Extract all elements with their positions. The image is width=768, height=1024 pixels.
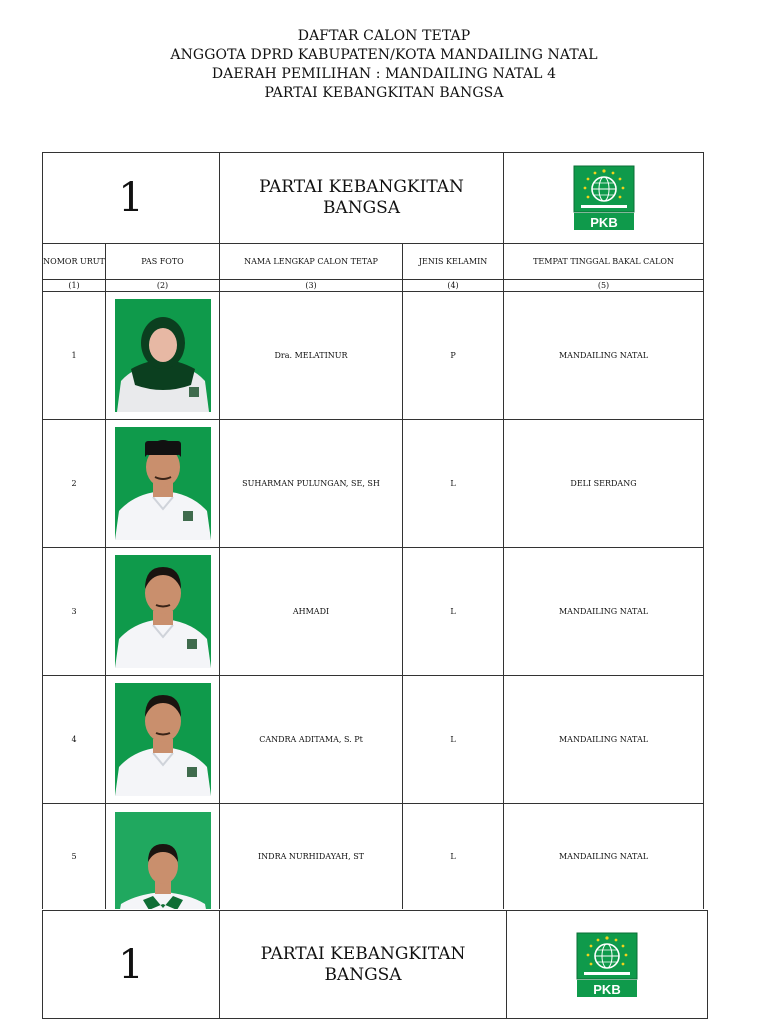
candidate-residence: DELI SERDANG	[504, 420, 704, 548]
person-portrait-icon	[115, 683, 211, 796]
table-row	[43, 548, 704, 676]
candidate-gender: L	[403, 676, 504, 804]
candidate-photo-cell	[106, 676, 220, 804]
col-num-4: (4)	[403, 280, 504, 292]
candidate-gender: L	[403, 420, 504, 548]
col-tempat-tinggal: TEMPAT TINGGAL BAKAL CALON	[504, 244, 704, 280]
candidate-photo	[115, 812, 211, 909]
candidate-gender: P	[403, 292, 504, 420]
pkb-globe-icon	[576, 932, 638, 998]
column-header-row	[43, 244, 704, 280]
party-number: 1	[43, 153, 220, 244]
table-row	[43, 804, 704, 909]
party-name-line-2: BANGSA	[324, 964, 402, 985]
col-nama: NAMA LENGKAP CALON TETAP	[220, 244, 403, 280]
candidate-name: Dra. MELATINUR	[220, 292, 403, 420]
party-name-line-1: PARTAI KEBANGKITAN	[259, 177, 464, 197]
candidate-number: 3	[43, 548, 106, 676]
candidate-residence: MANDAILING NATAL	[504, 804, 704, 909]
col-pas-foto: PAS FOTO	[106, 244, 220, 280]
candidate-name: SUHARMAN PULUNGAN, SE, SH	[220, 420, 403, 548]
party-name-line-2: BANGSA	[322, 198, 401, 218]
candidate-residence: MANDAILING NATAL	[504, 676, 704, 804]
title-line-4: PARTAI KEBANGKITAN BANGSA	[264, 85, 504, 101]
person-portrait-icon	[115, 812, 211, 909]
col-num-5: (5)	[504, 280, 704, 292]
column-number-row	[43, 280, 704, 292]
candidate-photo-cell	[106, 804, 220, 909]
candidate-name: AHMADI	[220, 548, 403, 676]
party-name	[220, 153, 504, 244]
party-logo-cell	[504, 153, 704, 244]
party-header-row	[43, 911, 708, 1019]
candidate-photo-cell	[106, 420, 220, 548]
title-line-3: DAERAH PEMILIHAN : MANDAILING NATAL 4	[211, 66, 557, 82]
candidate-number: 2	[43, 420, 106, 548]
continued-page-table	[42, 910, 708, 1019]
candidate-table	[42, 152, 704, 909]
candidate-number: 4	[43, 676, 106, 804]
table-row	[43, 676, 704, 804]
col-jenis-kelamin: JENIS KELAMIN	[403, 244, 504, 280]
person-portrait-icon	[115, 555, 211, 668]
candidate-photo-cell	[106, 292, 220, 420]
candidate-number: 1	[43, 292, 106, 420]
candidate-photo-cell	[106, 548, 220, 676]
candidate-name: CANDRA ADITAMA, S. Pt	[220, 676, 403, 804]
party-name-line-1: PARTAI KEBANGKITAN	[260, 943, 466, 964]
person-portrait-icon	[115, 299, 211, 412]
candidate-residence: MANDAILING NATAL	[504, 548, 704, 676]
person-portrait-icon	[115, 427, 211, 540]
col-num-2: (2)	[106, 280, 220, 292]
document-title	[0, 27, 768, 103]
logo-text: PKB	[589, 215, 618, 230]
col-num-1: (1)	[43, 280, 106, 292]
candidate-number: 5	[43, 804, 106, 909]
party-logo-cell	[507, 911, 708, 1019]
candidate-name: INDRA NURHIDAYAH, ST	[220, 804, 403, 909]
col-nomor-urut: NOMOR URUT	[43, 244, 106, 280]
table-row	[43, 292, 704, 420]
table-row	[43, 420, 704, 548]
candidate-gender: L	[403, 804, 504, 909]
title-line-2: ANGGOTA DPRD KABUPATEN/KOTA MANDAILING NATAL	[170, 47, 598, 63]
party-name	[220, 911, 507, 1019]
title-line-1: DAFTAR CALON TETAP	[297, 28, 471, 44]
candidate-photo	[115, 555, 211, 668]
candidate-gender: L	[403, 548, 504, 676]
candidate-photo	[115, 299, 211, 412]
candidate-photo	[115, 427, 211, 540]
candidate-residence: MANDAILING NATAL	[504, 292, 704, 420]
logo-text: PKB	[593, 981, 621, 997]
party-header-row	[43, 153, 704, 244]
pkb-globe-icon	[573, 165, 635, 231]
party-number: 1	[43, 911, 220, 1019]
candidate-photo	[115, 683, 211, 796]
col-num-3: (3)	[220, 280, 403, 292]
